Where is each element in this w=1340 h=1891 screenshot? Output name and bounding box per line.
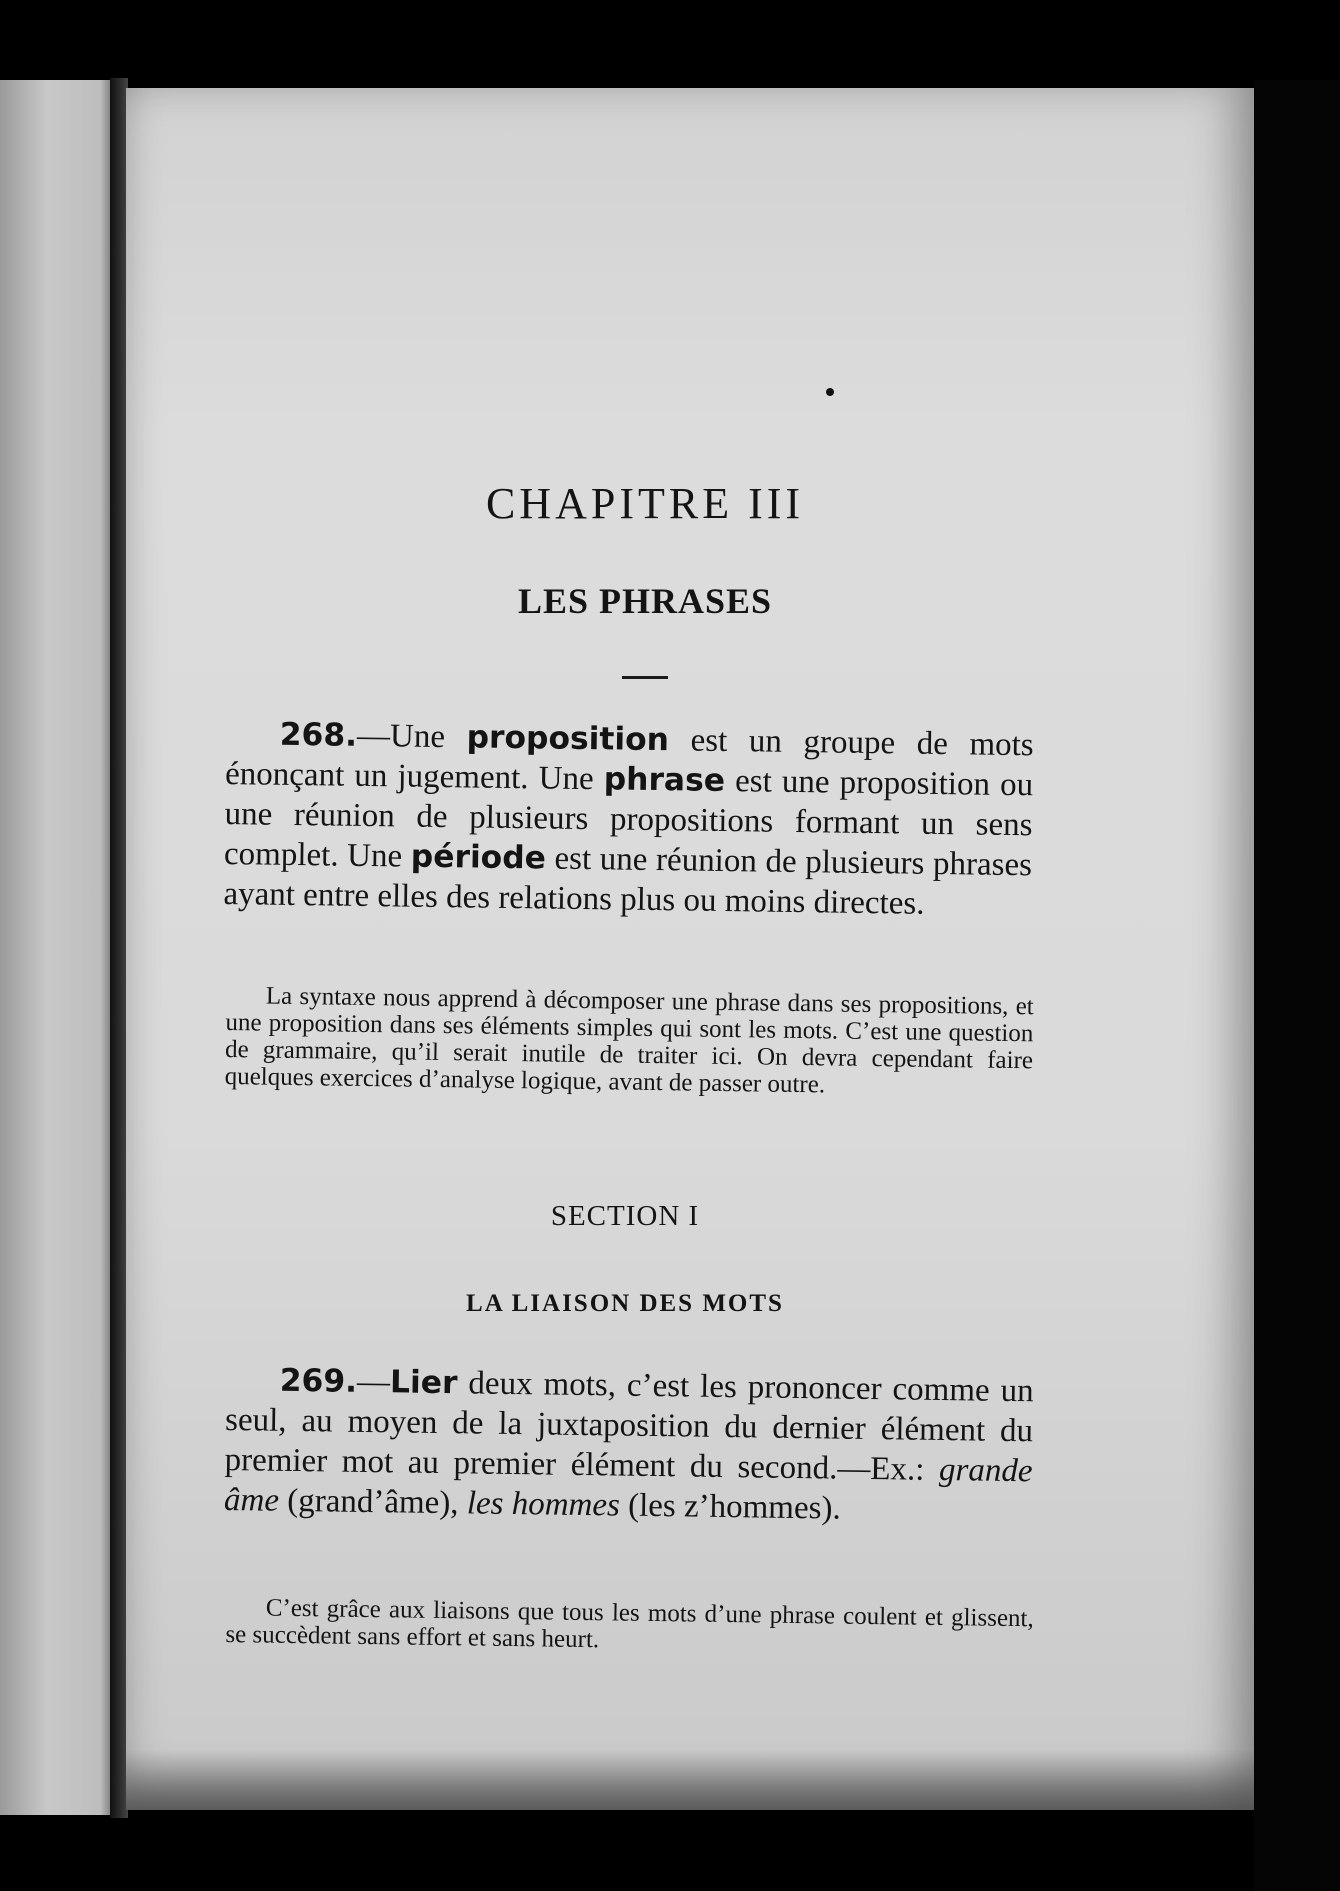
- note-text: La syntaxe nous apprend à décomposer une phrase dans ses propositions, et une proposition dans ses éléments simples qui sont les mots. C’est une question de grammaire, qu’il serait inutile de traiter ici. On devra cependant faire quelques exercices d’analyse logique, avant de passer outre.: [224, 982, 1034, 1099]
- ink-speck: [826, 388, 834, 396]
- title-rule: [622, 676, 668, 679]
- bold-term: phrase: [603, 761, 726, 799]
- section-title: LA LIAISON DES MOTS: [466, 1290, 784, 1317]
- italic-example: grande âme: [223, 1451, 1033, 1519]
- book-page: [126, 88, 1254, 1810]
- text-run: (les z’hommes).: [619, 1487, 841, 1527]
- text-run: —: [356, 1363, 391, 1401]
- paragraph-268: [223, 714, 1034, 925]
- note-268: [224, 982, 1033, 1101]
- section-heading: SECTION I: [550, 1200, 700, 1232]
- right-shadow: [1254, 80, 1340, 1891]
- left-facing-page: [0, 80, 118, 1815]
- text-run: —Une: [356, 717, 467, 756]
- chapter-heading: CHAPITRE III: [485, 479, 805, 528]
- chapter-title: LES PHRASES: [517, 581, 773, 621]
- paragraph-number: 268.: [279, 716, 358, 754]
- bold-term: Lier: [389, 1364, 458, 1402]
- italic-example: les hommes: [466, 1485, 621, 1524]
- bold-term: proposition: [466, 719, 670, 759]
- paragraph-number: 269.: [279, 1362, 358, 1400]
- text-run: est une réunion de plusieurs phrases ayant entre elles des relations plus ou moins directes.: [223, 840, 1033, 922]
- text-run: deux mots, c’est les prononcer comme un seul, au moyen de la juxtaposition du dernier élément du premier mot au premier élément du second.—Ex.:: [224, 1365, 1034, 1488]
- paragraph-269: [224, 1360, 1034, 1531]
- text-run: est une proposition ou une réunion de plusieurs propositions formant un sens complet. Une: [223, 762, 1034, 875]
- note-text: C’est grâce aux liaisons que tous les mots d’une phrase coulent et glissent, se succèdent sans effort et sans heurt.: [225, 1594, 1034, 1654]
- bold-term: période: [410, 838, 547, 877]
- text-run: est un groupe de mots énonçant un jugement. Une: [224, 722, 1034, 798]
- note-269: [225, 1594, 1034, 1659]
- text-run: (grand’âme),: [278, 1482, 468, 1522]
- page-bottom-shadow: [126, 1750, 1254, 1810]
